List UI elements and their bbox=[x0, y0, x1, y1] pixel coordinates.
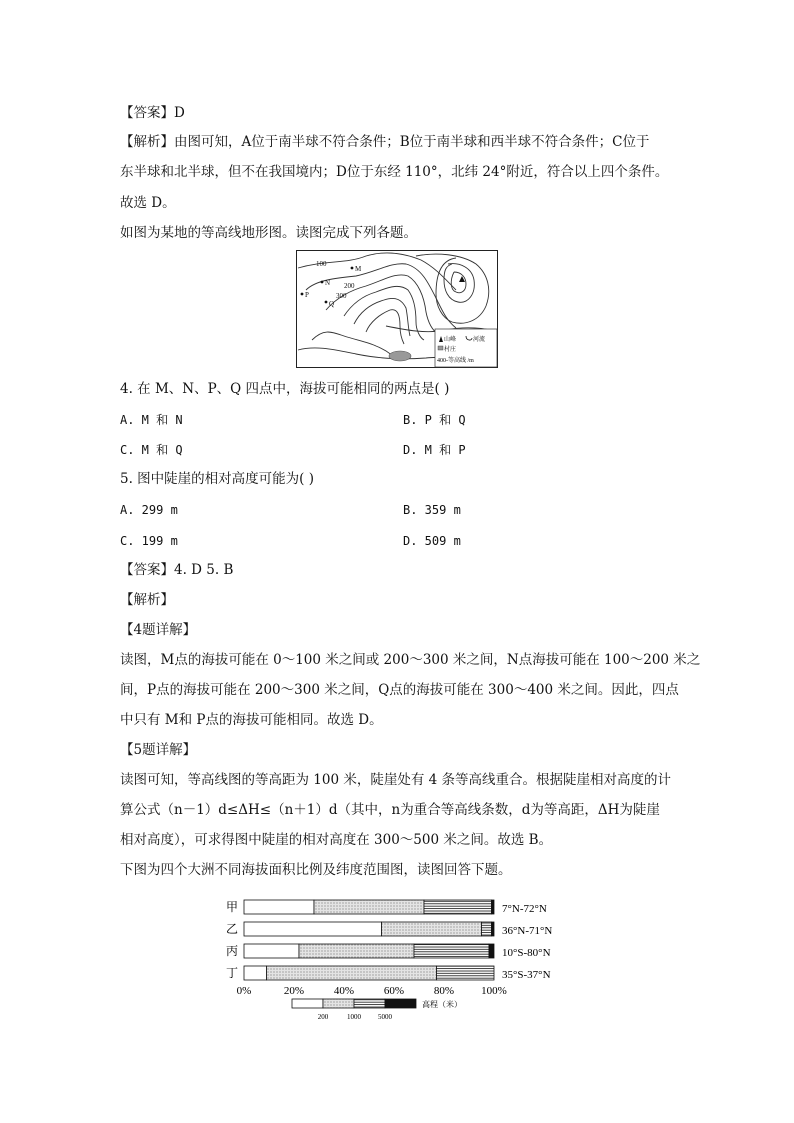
legend-swatch bbox=[354, 999, 385, 1008]
bar-segment bbox=[267, 966, 437, 980]
analysis-line-1: 【解析】由图可知，A位于南半球不符合条件；B位于南半球和西半球不符合条件；C位于 bbox=[120, 134, 650, 150]
x-tick-label: 20% bbox=[283, 985, 305, 997]
bar-segment bbox=[314, 900, 424, 914]
legend-title: 高程（米） bbox=[422, 1000, 462, 1009]
answer-line-1: 【答案】D bbox=[120, 105, 185, 121]
village-area bbox=[389, 351, 411, 361]
x-tick-label: 100% bbox=[481, 985, 507, 997]
detail-5-heading: 【5题详解】 bbox=[120, 742, 197, 758]
legend-swatch bbox=[323, 999, 354, 1008]
question-5-option-d: D. 509 m bbox=[403, 534, 461, 548]
bar-segment bbox=[244, 900, 314, 914]
detail-5-line-2: 算公式（n－1）d≤ΔH≤（n＋1）d（其中，n为重合等高线条数，d为等高距，ΔH为陡崖 bbox=[120, 802, 660, 818]
bar-segment bbox=[244, 944, 299, 958]
x-tick-label: 80% bbox=[433, 985, 455, 997]
detail-4-heading: 【4题详解】 bbox=[120, 622, 197, 638]
point-label-m: M bbox=[355, 265, 362, 273]
contour-map bbox=[296, 250, 498, 368]
contour-label-300: 300 bbox=[336, 292, 347, 300]
category-label: 乙 bbox=[226, 922, 239, 936]
detail-4-line-3: 中只有 M和 P点的海拔可能相同。故选 D。 bbox=[120, 712, 383, 728]
legend-value: 5000 bbox=[378, 1013, 392, 1021]
bar-segment bbox=[299, 944, 414, 958]
category-label: 甲 bbox=[226, 900, 239, 914]
category-label: 丙 bbox=[226, 944, 239, 958]
category-label: 丁 bbox=[226, 966, 239, 980]
x-tick-label: 60% bbox=[383, 985, 405, 997]
question-4-option-b: B. P 和 Q bbox=[403, 413, 466, 427]
legend-value: 1000 bbox=[347, 1013, 361, 1021]
answer-line-2: 【答案】4. D 5. B bbox=[120, 562, 234, 578]
legend-village: 村庄 bbox=[444, 347, 457, 353]
bar-segment bbox=[382, 922, 482, 936]
x-tick-label: 40% bbox=[333, 985, 355, 997]
analysis-heading: 【解析】 bbox=[120, 592, 174, 608]
question-4-stem: 4. 在 M、N、P、Q 四点中，海拔可能相同的两点是( ) bbox=[120, 381, 450, 397]
bar-segment bbox=[492, 900, 495, 914]
latitude-range-label: 7°N-72°N bbox=[502, 903, 547, 915]
analysis-line-2: 东半球和北半球，但不在我国境内；D位于东经 110°，北纬 24°附近，符合以上四个条件。 bbox=[120, 164, 669, 180]
legend-swatch bbox=[385, 999, 416, 1008]
intro-continent-chart: 下图为四个大洲不同海拔面积比例及纬度范围图，读图回答下题。 bbox=[120, 862, 512, 878]
map-legend bbox=[435, 329, 497, 367]
detail-4-line-1: 读图，M点的海拔可能在 0～100 米之间或 200～300 米之间，N点海拔可能在 100～200 米之 bbox=[120, 652, 701, 668]
legend-peak: 山峰 bbox=[444, 337, 457, 343]
point-label-n: N bbox=[325, 279, 331, 287]
contour-label-200: 200 bbox=[344, 282, 355, 290]
contour-label-100: 100 bbox=[316, 260, 327, 268]
detail-5-line-3: 相对高度），可求得图中陡崖的相对高度在 300～500 米之间。故选 B。 bbox=[120, 832, 553, 848]
bar-segment bbox=[489, 944, 494, 958]
legend-value: 200 bbox=[317, 1013, 329, 1021]
question-5-option-c: C. 199 m bbox=[120, 534, 178, 548]
x-tick-label: 0% bbox=[236, 985, 252, 997]
question-4-option-d: D. M 和 P bbox=[403, 443, 466, 457]
legend-river: 河流 bbox=[473, 337, 486, 343]
bar-segment bbox=[244, 922, 382, 936]
elevation-chart bbox=[222, 896, 572, 1022]
intro-contour-map: 如图为某地的等高线地形图。读图完成下列各题。 bbox=[120, 225, 417, 241]
point-label-q: Q bbox=[329, 300, 335, 308]
question-5-stem: 5. 图中陡崖的相对高度可能为( ) bbox=[120, 471, 314, 487]
question-5-option-a: A. 299 m bbox=[120, 503, 178, 517]
bar-segment bbox=[414, 944, 489, 958]
bar-segment bbox=[492, 922, 495, 936]
question-5-option-b: B. 359 m bbox=[403, 503, 461, 517]
bar-segment bbox=[244, 966, 267, 980]
latitude-range-label: 35°S-37°N bbox=[502, 969, 551, 981]
detail-4-line-2: 间，P点的海拔可能在 200～300 米之间，Q点的海拔可能在 300～400 米之间。因此，四点 bbox=[120, 682, 679, 698]
legend-contour: 400-等高线 /m bbox=[437, 358, 474, 364]
question-4-option-a: A. M 和 N bbox=[120, 413, 183, 427]
bar-segment bbox=[437, 966, 495, 980]
analysis-line-3: 故选 D。 bbox=[120, 195, 176, 211]
legend-swatch bbox=[292, 999, 323, 1008]
bar-segment bbox=[424, 900, 492, 914]
detail-5-line-1: 读图可知，等高线图的等高距为 100 米，陡崖处有 4 条等高线重合。根据陡崖相对高度的计 bbox=[120, 772, 672, 788]
point-label-p: P bbox=[305, 291, 309, 299]
latitude-range-label: 10°S-80°N bbox=[502, 947, 551, 959]
latitude-range-label: 36°N-71°N bbox=[502, 925, 553, 937]
bar-segment bbox=[482, 922, 492, 936]
question-4-option-c: C. M 和 Q bbox=[120, 443, 183, 457]
